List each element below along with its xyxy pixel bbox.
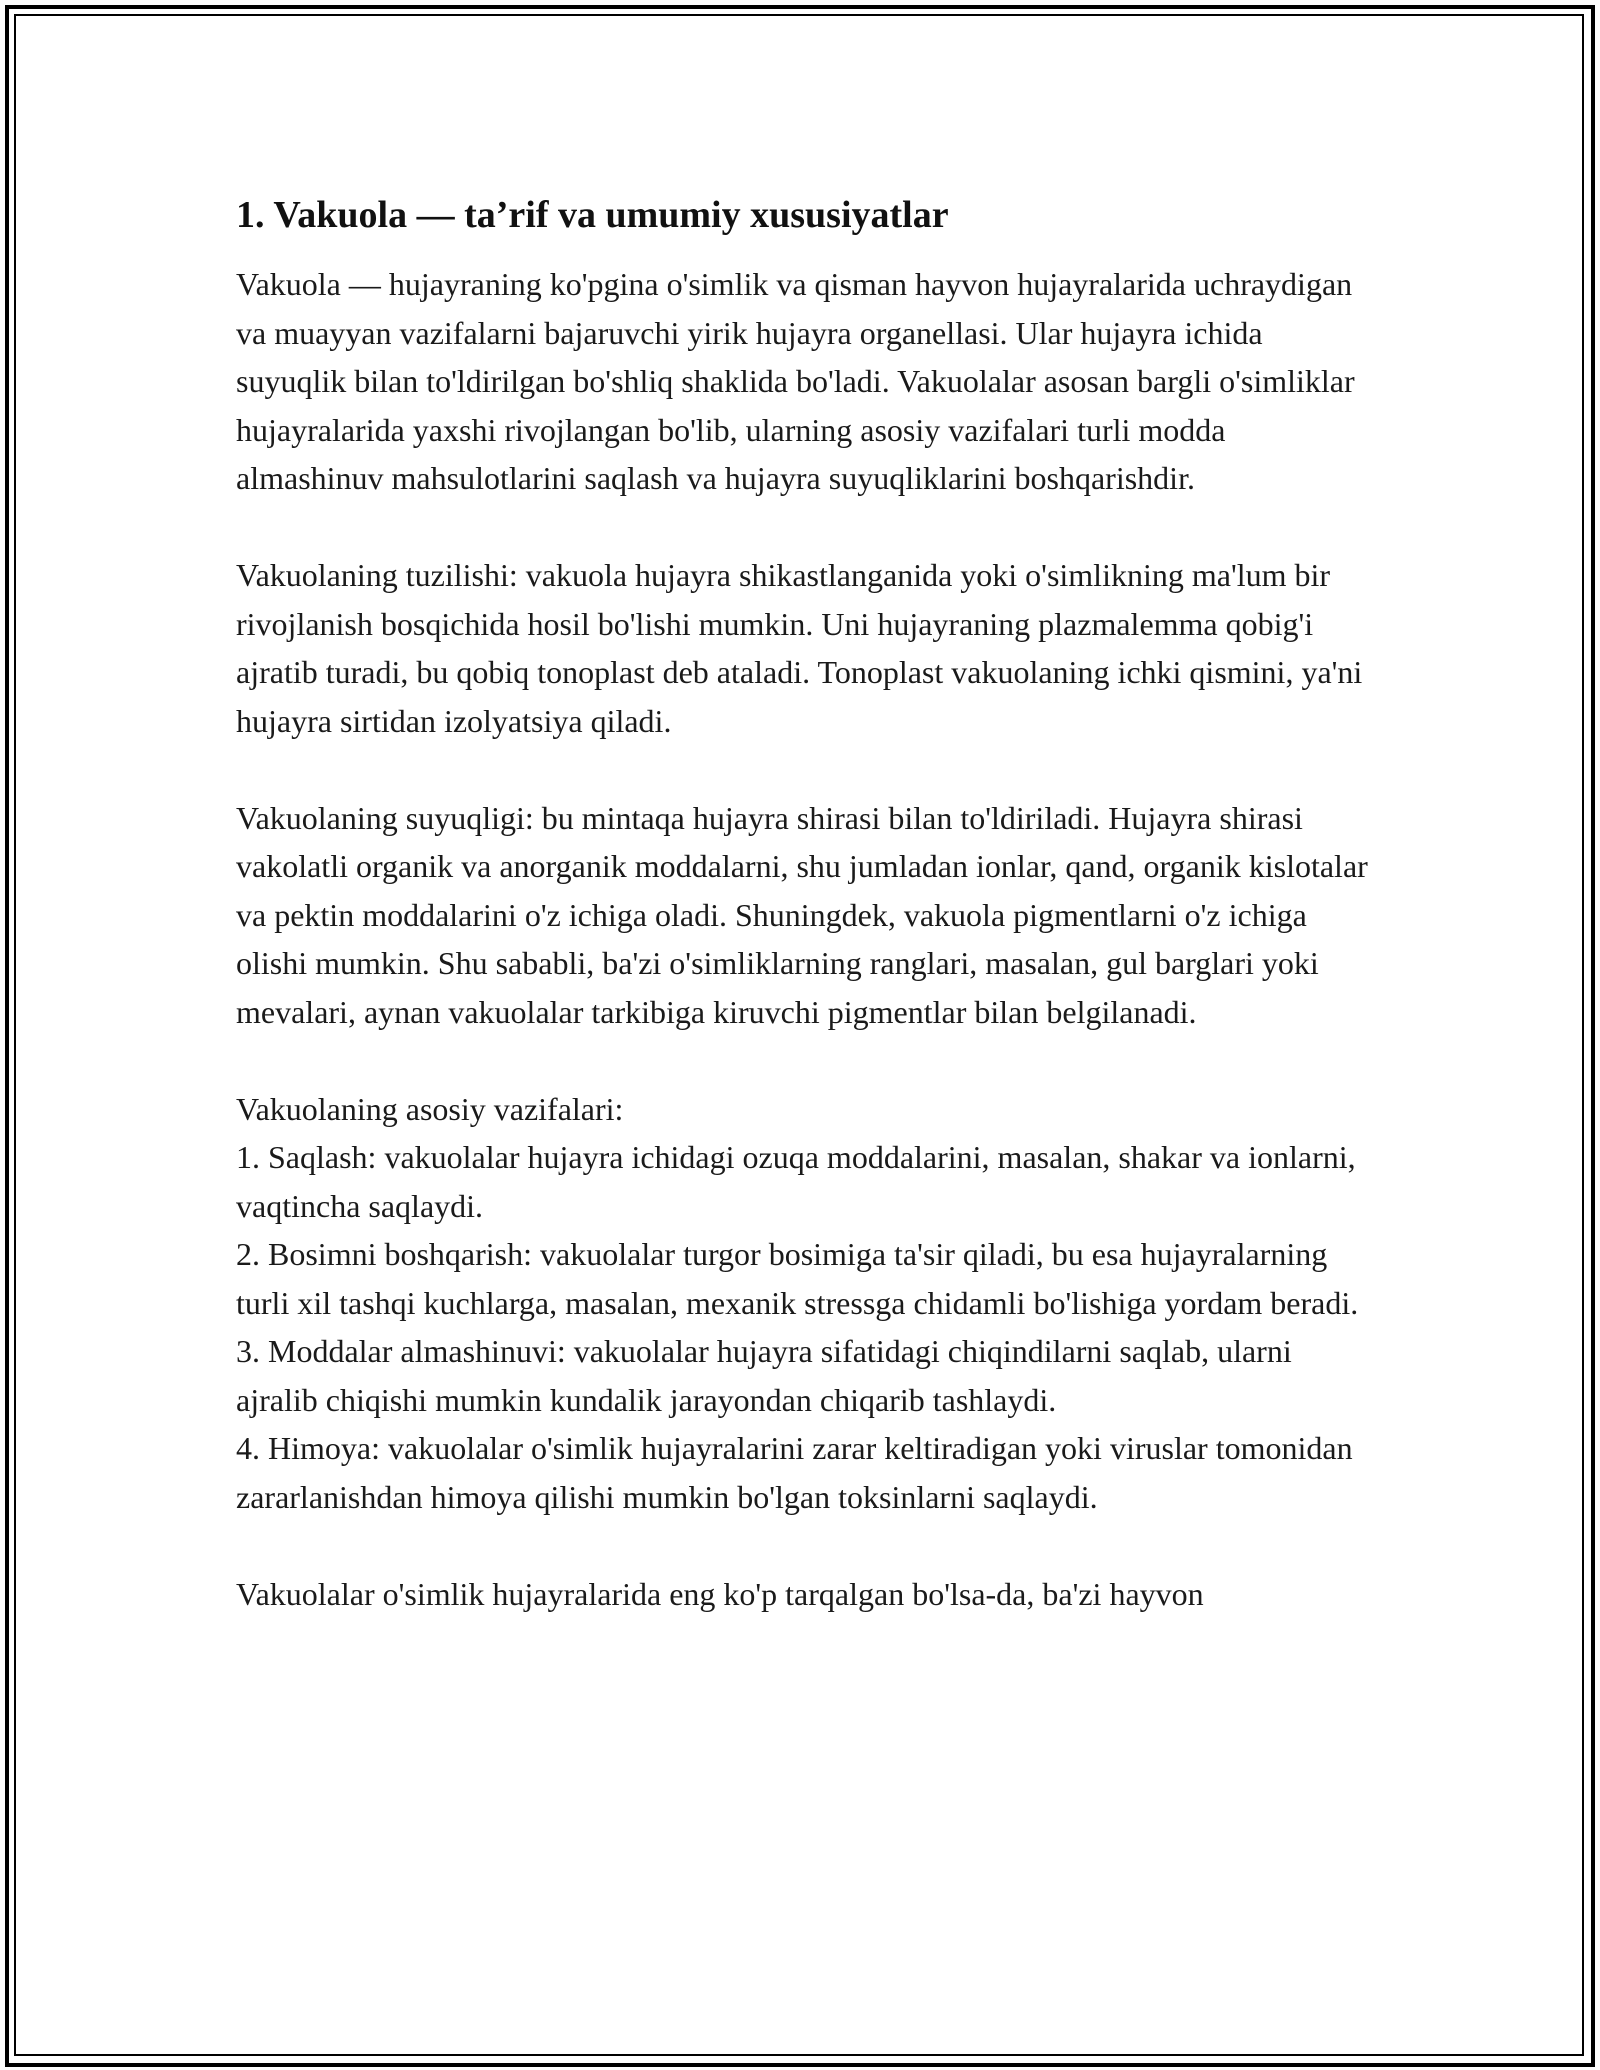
document-title: 1. Vakuola — ta’rif va umumiy xususiyatlar xyxy=(236,194,949,236)
paragraph-definition: Vakuola — hujayraning ko'pgina o'simlik va qisman hayvon hujayralarida uchraydigan va muayyan vazifalarni bajaruvchi yirik hujayra organellasi. Ular hujayra ichida suyuqlik bilan to'ldirilgan bo'shliq shaklida bo'ladi. Vakuolalar asosan bargli o'simliklar hujayralarida yaxshi rivojlangan bo'lib, ularning asosiy vazifalari turli modda almashinuv mahsulotlarini saqlash va hujayra suyuqliklarini boshqarishdir. xyxy=(236,266,1355,496)
functions-list xyxy=(236,1085,1376,1522)
list-item-storage: 1. Saqlash: vakuolalar hujayra ichidagi ozuqa moddalarini, masalan, shakar va ionlarni, vaqtincha saqlaydi. xyxy=(236,1139,1356,1224)
paragraph-closing: Vakuolalar o'simlik hujayralarida eng ko'p tarqalgan bo'lsa-da, ba'zi hayvon xyxy=(236,1575,1204,1612)
list-item-protection: 4. Himoya: vakuolalar o'simlik hujayralarini zarar keltiradigan yoki viruslar tomonidan zararlanishdan himoya qilishi mumkin bo'lgan toksinlarni saqlaydi. xyxy=(236,1430,1353,1515)
document-body xyxy=(236,188,1376,1618)
list-item-metabolism: 3. Moddalar almashinuvi: vakuolalar hujayra sifatidagi chiqindilarni saqlab, ularni ajralib chiqishi mumkin kundalik jarayondan chiqarib tashlaydi. xyxy=(236,1333,1292,1418)
paragraph-structure: Vakuolaning tuzilishi: vakuola hujayra shikastlanganida yoki o'simlikning ma'lum bir rivojlanish bosqichida hosil bo'lishi mumkin. Uni hujayraning plazmalemma qobig'i ajratib turadi, bu qobiq tonoplast deb ataladi. Tonoplast vakuolaning ichki qismini, ya'ni hujayra sirtidan izolyatsiya qiladi. xyxy=(236,557,1363,739)
list-item-pressure: 2. Bosimni boshqarish: vakuolalar turgor bosimiga ta'sir qiladi, bu esa hujayralarning turli xil tashqi kuchlarga, masalan, mexanik stressga chidamli bo'lishiga yordam beradi. xyxy=(236,1236,1359,1321)
paragraph-fluid: Vakuolaning suyuqligi: bu mintaqa hujayra shirasi bilan to'ldiriladi. Hujayra shirasi vakolatli organik va anorganik moddalarni, shu jumladan ionlar, qand, organik kislotalar va pektin moddalarini o'z ichiga oladi. Shuningdek, vakuola pigmentlarni o'z ichiga olishi mumkin. Shu sababli, ba'zi o'simliklarning ranglari, masalan, gul barglari yoki mevalari, aynan vakuolalar tarkibiga kiruvchi pigmentlar bilan belgilanadi. xyxy=(236,799,1368,1030)
functions-heading: Vakuolaning asosiy vazifalari: xyxy=(236,1090,624,1127)
